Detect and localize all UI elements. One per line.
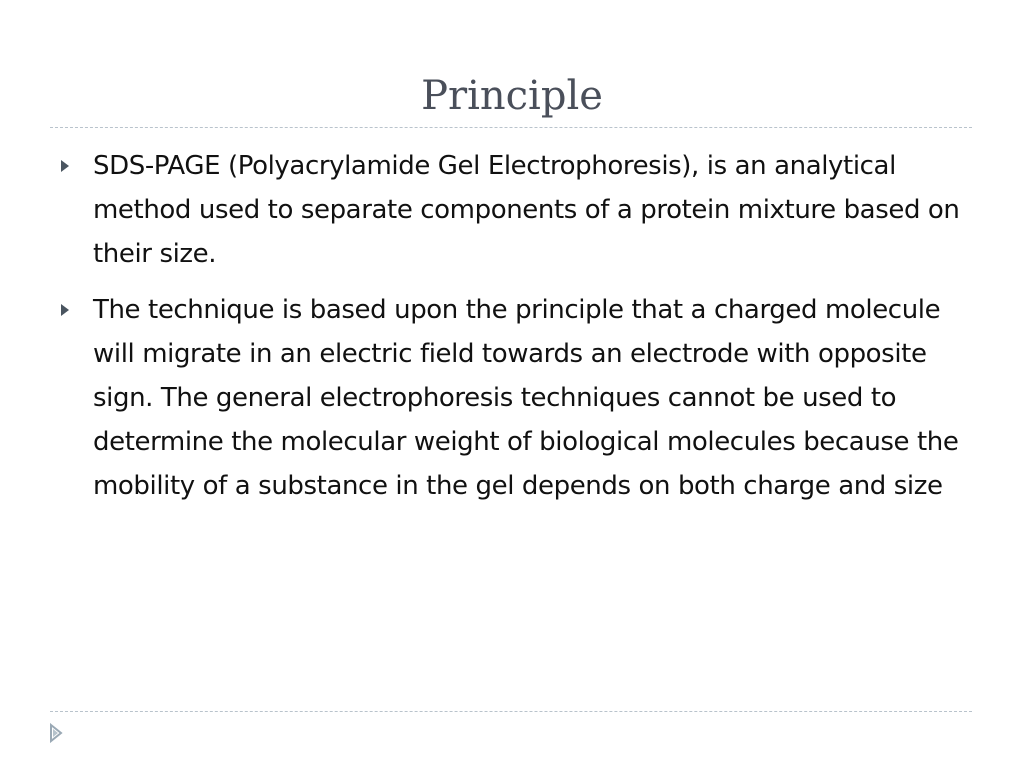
slide-title: Principle [421, 73, 603, 119]
bullet-text: The technique is based upon the principle that a charged molecule will migrate in an electric field towards an electrode with opposite sign. The general electrophoresis techniques cannot be used to determine the molecular weight of biological molecules because the mobility of a substance in the gel depends on both charge and size [93, 295, 959, 501]
top-divider [50, 127, 972, 128]
bullet-list [60, 144, 960, 520]
bullet-item [60, 288, 960, 508]
triangle-right-icon [61, 304, 69, 316]
triangle-right-icon [61, 160, 69, 172]
nav-arrow-icon[interactable] [49, 722, 63, 744]
bottom-divider [50, 711, 972, 712]
bullet-item [60, 144, 960, 276]
bullet-text: SDS-PAGE (Polyacrylamide Gel Electrophoresis), is an analytical method used to separate components of a protein mixture based on their size. [93, 151, 960, 269]
